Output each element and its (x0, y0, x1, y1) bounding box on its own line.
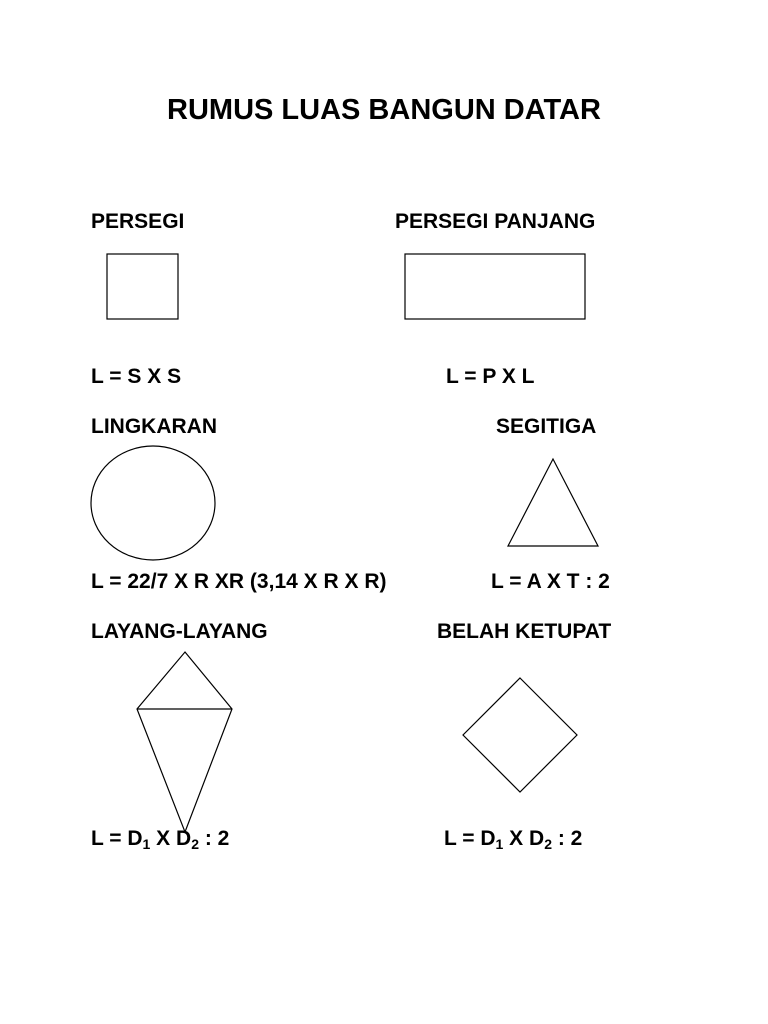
persegi-panjang-formula: L = P X L (446, 365, 535, 388)
segitiga-label: SEGITIGA (496, 415, 597, 438)
page-title: RUMUS LUAS BANGUN DATAR (167, 94, 601, 126)
formula-text: : 2 (198, 827, 230, 850)
formula-text: L = D (91, 827, 143, 850)
formula-subscript: 2 (544, 836, 552, 852)
lingkaran-formula: L = 22/7 X R XR (3,14 X R X R) (91, 570, 387, 593)
layang-layang-label: LAYANG-LAYANG (91, 620, 268, 643)
rhombus-shape (463, 678, 577, 792)
formula-text: X D (150, 827, 192, 850)
belah-ketupat-label: BELAH KETUPAT (437, 620, 612, 643)
kite-shape (137, 652, 232, 832)
rectangle-shape (405, 254, 585, 319)
formula-text: L = D (444, 827, 496, 850)
formula-text: X D (503, 827, 545, 850)
lingkaran-label: LINGKARAN (91, 415, 217, 438)
persegi-panjang-label: PERSEGI PANJANG (395, 210, 596, 233)
persegi-formula: L = S X S (91, 365, 182, 388)
triangle-shape (508, 459, 598, 546)
formula-subscript: 1 (495, 836, 504, 852)
formula-subscript: 1 (142, 836, 151, 852)
formula-subscript: 2 (191, 836, 199, 852)
formula-text: : 2 (551, 827, 583, 850)
persegi-label: PERSEGI (91, 210, 185, 233)
square-shape (107, 254, 178, 319)
circle-shape (91, 446, 215, 560)
segitiga-formula: L = A X T : 2 (491, 570, 610, 593)
